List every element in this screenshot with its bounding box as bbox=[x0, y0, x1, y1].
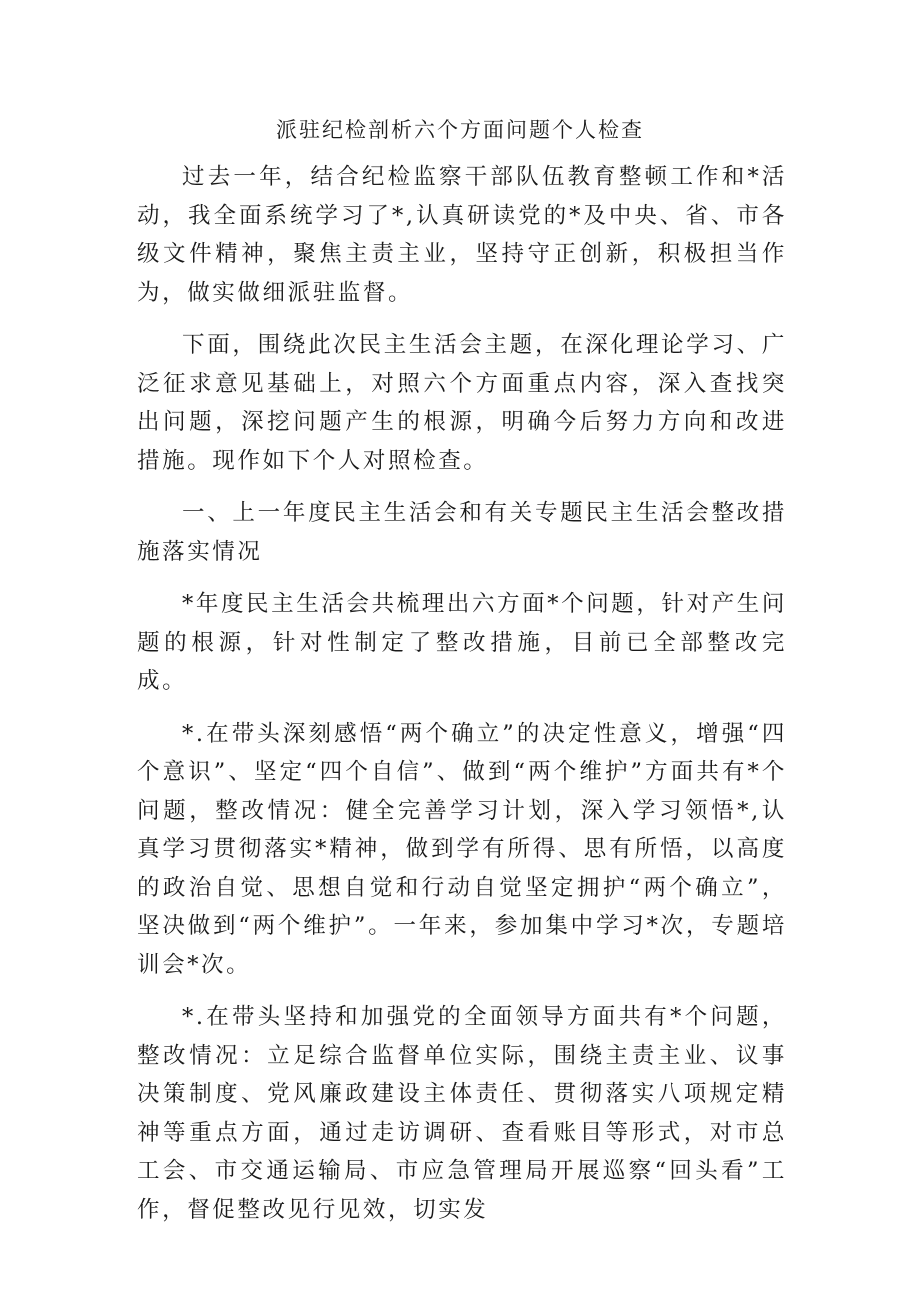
paragraph-item-2: *.在带头坚持和加强党的全面领导方面共有*个问题，整改情况：立足综合监督单位实际，围绕主责主业、议事决策制度、党风廉政建设主体责任、贯彻落实八项规定精神等重点方面，通过走访调研、查看账目等形式，对市总工会、市交通运输局、市应急管理局开展巡察“回头看”工作，督促整改见行见效，切实发 bbox=[137, 1004, 787, 1223]
section-heading-1: 一、上一年度民主生活会和有关专题民主生活会整改措施落实情况 bbox=[137, 500, 787, 565]
paragraph-intro: 过去一年，结合纪检监察干部队伍教育整顿工作和*活动，我全面系统学习了*,认真研读党的*及中央、省、市各级文件精神，聚焦主责主业，坚持守正创新，积极担当作为，做实做细派驻监督。 bbox=[137, 164, 787, 306]
paragraph-item-1: *.在带头深刻感悟“两个确立”的决定性意义，增强“四个意识”、坚定“四个自信”、做到“两个维护”方面共有*个问题，整改情况：健全完善学习计划，深入学习领悟*,认真学习贯彻落实*精神，做到学有所得、思有所悟，以高度的政治自觉、思想自觉和行动自觉坚定拥护“两个确立”，坚决做到“两个维护”。一年来，参加集中学习*次，专题培训会*次。 bbox=[137, 720, 787, 978]
paragraph-purpose: 下面，围绕此次民主生活会主题，在深化理论学习、广泛征求意见基础上，对照六个方面重点内容，深入查找突出问题，深挖问题产生的根源，明确今后努力方向和改进措施。现作如下个人对照检查。 bbox=[137, 332, 787, 474]
document-title: 派驻纪检剖析六个方面问题个人检查 bbox=[276, 118, 644, 142]
document-body bbox=[137, 158, 787, 1243]
paragraph-summary: *年度民主生活会共梳理出六方面*个问题，针对产生问题的根源，针对性制定了整改措施，目前已全部整改完成。 bbox=[137, 591, 788, 694]
